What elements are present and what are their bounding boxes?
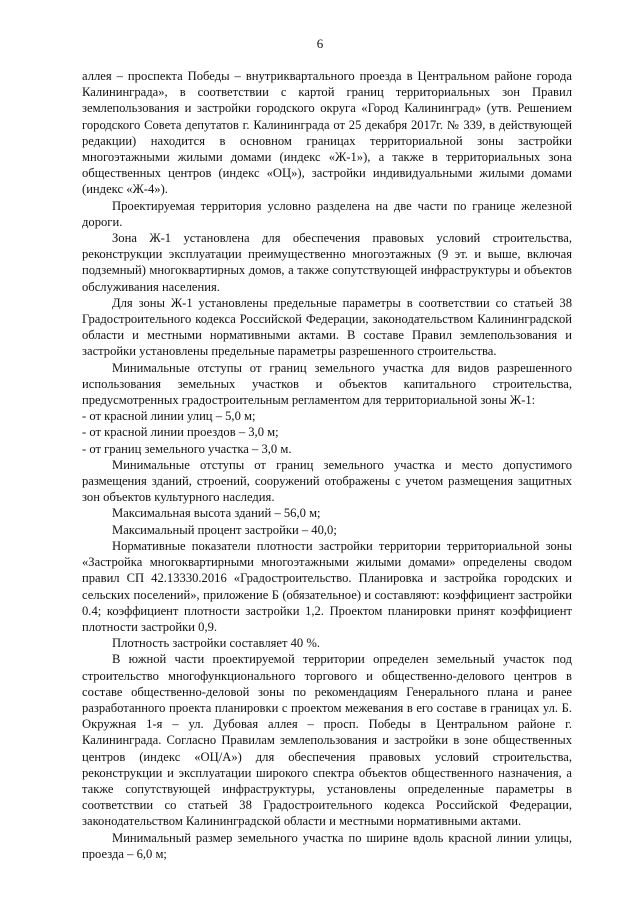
list-item-street-setback: - от красной линии улиц – 5,0 м;	[82, 409, 256, 424]
paragraph-max-coverage: Максимальный процент застройки – 40,0;	[112, 522, 337, 537]
paragraph-max-height: Максимальная высота зданий – 56,0 м;	[112, 506, 321, 521]
list-item-plot-setback: - от границ земельного участка – 3,0 м.	[82, 441, 292, 456]
paragraph-territory-division: Проектируемая территория условно разделена на две части по границе железной дороги.	[82, 198, 572, 229]
paragraph-density-value: Плотность застройки составляет 40 %.	[112, 636, 321, 651]
paragraph-setbacks-heritage: Минимальные отступы от границ земельного участка и место допустимого размещения зданий, строений, сооружений отображены с учетом размещения защитных зон объектов культурного наследия.	[82, 457, 572, 505]
paragraph-min-setbacks: Минимальные отступы от границ земельного участка для видов разрешенного использования земельных участков и объектов капитального строительства, предусмотренных градостроительным регламентом для территориальной зоны Ж-1:	[82, 360, 572, 408]
document-body	[82, 68, 572, 862]
paragraph-south-part: В южной части проектируемой территории определен земельный участок под строительство многофункционального торгового и общественно-делового центров в составе общественно-деловой зоны по рекомендациям Генерального плана и ранее разработанного проекта планировки с проектом межевания в его составе в границах ул. Б. Окружная 1-я – ул. Дубовая аллея – просп. Победы в Центральном районе г. Калининграда. Согласно Правилам землепользования и застройки в зоне общественных центров (индекс «ОЦ/А») для обеспечения правовых условий строительства, реконструкции и эксплуатации широкого спектра объектов общественного назначения, а также сопутствующей инфраструктуры, установлены определенные параметры в соответствии со статьей 38 Градостроительного кодекса Российской Федерации, законодательством Калининградской области и местными нормативными актами.	[82, 652, 572, 829]
paragraph-min-plot-width: Минимальный размер земельного участка по ширине вдоль красной линии улицы, проезда – 6,0 м;	[82, 830, 572, 861]
paragraph-zone-zh1-parameters: Для зоны Ж-1 установлены предельные параметры в соответствии со статьей 38 Градостроительного кодекса Российской Федерации, законодательством Калининградской области и местными нормативными актами. В составе Правил землепользования и застройки установлены предельные параметры разрешенного строительства.	[82, 295, 572, 359]
paragraph-zone-zh1-purpose: Зона Ж-1 установлена для обеспечения правовых условий строительства, реконструкции эксплуатации преимущественно многоэтажных (9 эт. и выше, включая подземный) многоквартирных домов, а также сопутствующей инфраструктуры и объектов обслуживания населения.	[82, 231, 572, 294]
paragraph-density-norms: Нормативные показатели плотности застройки территории территориальной зоны «Застройка многоквартирными многоэтажными жилыми домами» определены сводом правил СП 42.13330.2016 «Градостроительство. Планировка и застройка городских и сельских поселений», приложение Б (обязательное) и составляют: коэффициент застройки 0.4; коэффициент плотности застройки 1,2. Проектом планировки принят коэффициент плотности застройки 0,9.	[82, 538, 572, 634]
page-number: 6	[316, 36, 324, 51]
list-item-driveway-setback: - от красной линии проездов – 3,0 м;	[82, 425, 279, 440]
paragraph-zone-location: аллея – проспекта Победы – внутриквартального проезда в Центральном районе города Калининграда», в соответствии с картой границ территориальных зон Правил землепользования и застройки городского округа «Город Калининград» (утв. Решением городского Совета депутатов г. Калининграда от 25 декабря 2017г. № 339, в действующей редакции) находится в основном границах территориальной зоны застройки многоэтажными жилыми домами (индекс «Ж-1»), а также в территориальных зона общественных центров (индекс «ОЦ»), застройки индивидуальными жилыми домами (индекс «Ж-4»).	[82, 69, 572, 197]
